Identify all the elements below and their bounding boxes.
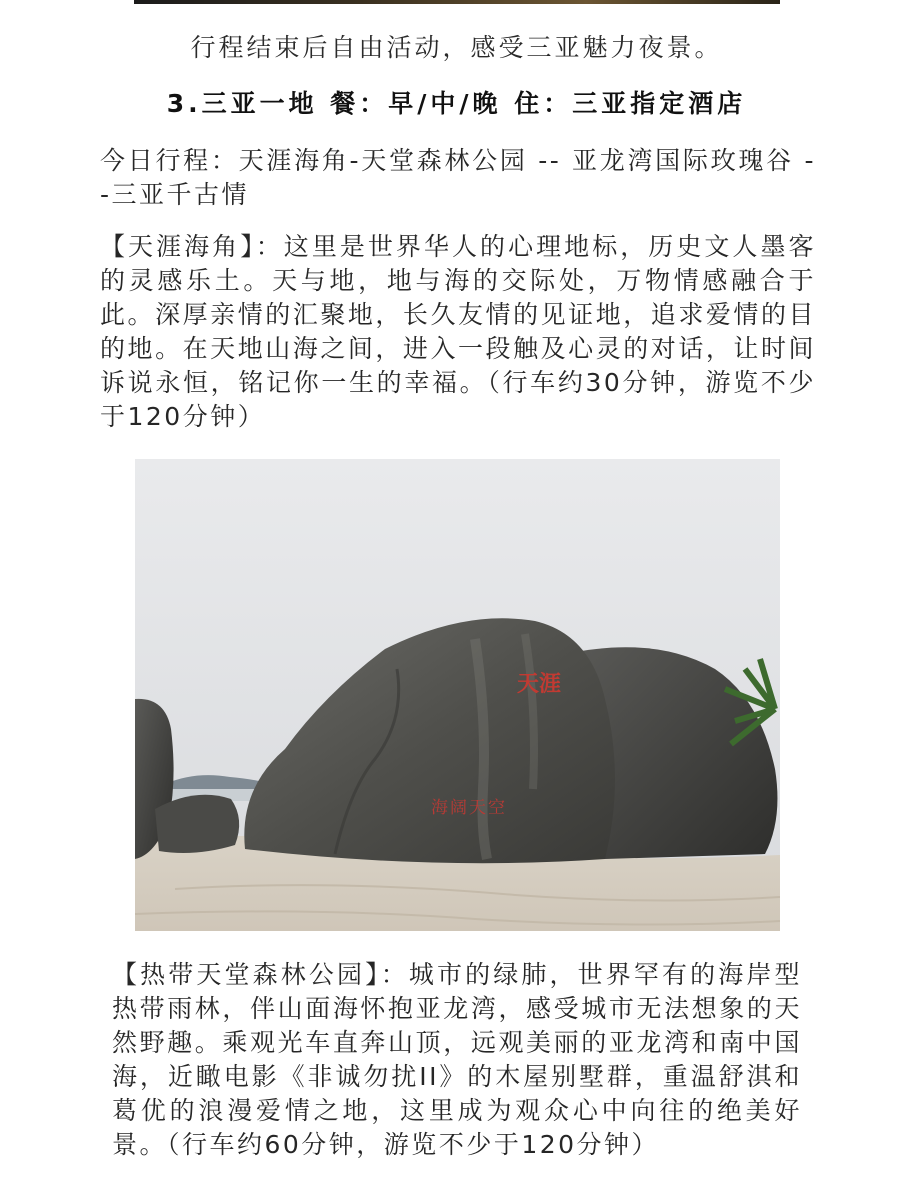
carving-bottom-text: 海阔天空 — [431, 798, 507, 818]
tianya-haijiao-photo — [135, 459, 780, 931]
forest-park-description: 【热带天堂森林公园】：城市的绿肺，世界罕有的海岸型热带雨林，伴山面海怀抱亚龙湾，感受城市无法想象的天然野趣。乘观光车直奔山顶，远观美丽的亚龙湾和南中国海，近瞰电影《非诚勿扰II》的木屋别墅群，重温舒淇和葛优的浪漫爱情之地，这里成为观众心中向往的绝美好景。（行车约60分钟，游览不少于120分钟） — [112, 960, 802, 1159]
day-title: 3.三亚一地 餐：早/中/晚 住：三亚指定酒店 — [166, 89, 747, 118]
carving-top-text: 天涯 — [517, 671, 562, 697]
itinerary-text: 今日行程：天涯海角-天堂森林公园 -- 亚龙湾国际玫瑰谷 --三亚千古情 — [100, 146, 816, 209]
intro-line: 行程结束后自由活动，感受三亚魅力夜景。 — [190, 33, 723, 62]
tianya-description: 【天涯海角】：这里是世界华人的心理地标，历史文人墨客的灵感乐土。天与地，地与海的交际处，万物情感融合于此。深厚亲情的汇聚地，长久友情的见证地，追求爱情的目的地。在天地山海之间，进入一段触及心灵的对话，让时间诉说永恒，铭记你一生的幸福。（行车约30分钟，游览不少于120分钟） — [100, 232, 816, 431]
top-photo-edge — [134, 0, 780, 4]
